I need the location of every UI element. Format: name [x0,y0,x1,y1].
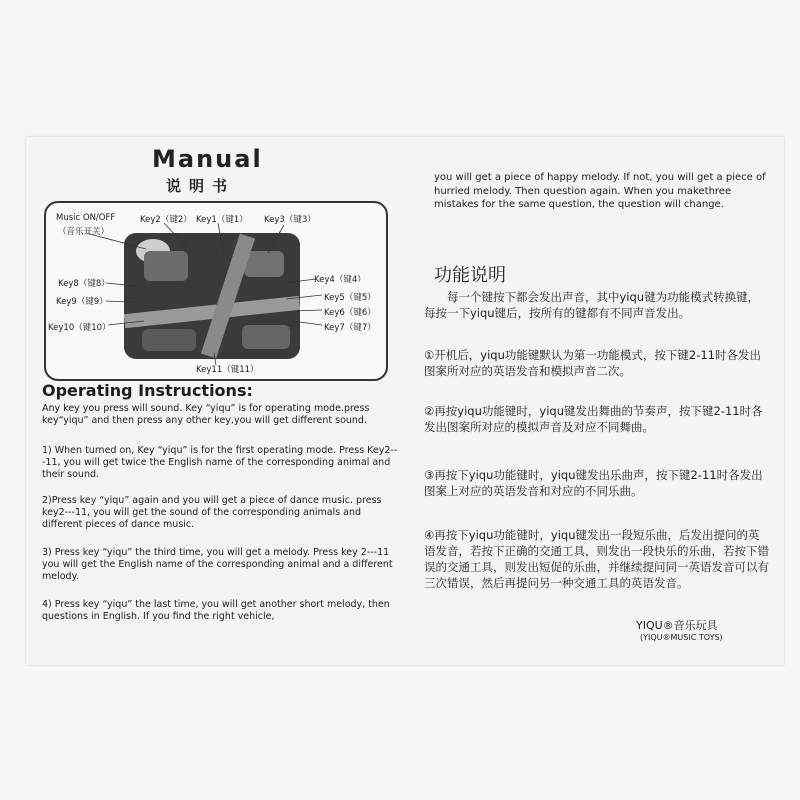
operating-heading: Operating Instructions: [42,381,253,400]
chinese-heading: 功能说明 [434,265,506,286]
label-key5: Key5（键5） [324,293,376,303]
operating-intro: Any key you press will sound. Key “yiqu” is for operating mode.press key“yiqu” and then press any other key,you will get different sound. [42,403,370,426]
label-key8: Key8（键8） [58,279,110,289]
chinese-item-4: ④再按下yiqu功能键时，yiqu键发出一段短乐曲，后发出提问的英语发音，若按下正确的交通工具，则发出一段快乐的乐曲，若按下错误的交通工具，则发出短促的乐曲，并继续提问同一英语发音可以有三次错误，然后再提问另一种交通工具的英语发音。 [424,528,769,590]
chinese-intro: 每一个键按下都会发出声音，其中yiqu键为功能模式转换键，每按一下yiqu键后，按所有的键都有不同声音发出。 [424,290,760,320]
operating-item-3: 3) Press key “yiqu” the third time, you will get a melody. Press key 2---11 you will get the English name of the corresponding animal and a different melody. [42,547,393,582]
manual-subtitle: 说明书 [166,177,236,195]
manual-title: Manual [152,145,263,173]
operating-item-4: 4) Press key “yiqu” the last time, you will get another short melody, then questions in English. If you find the right vehicle, [42,599,390,622]
label-key4: Key4（键4） [314,275,366,285]
label-key11: Key11（键11） [196,365,259,375]
chinese-item-2: ②再按yiqu功能键时，yiqu键发出舞曲的节奏声，按下键2-11时各发出图案所对应的模拟声音及对应不同舞曲。 [424,404,763,434]
key-diagram [44,201,388,381]
brand-name: YIQU®音乐玩具 [636,619,718,632]
operating-continued: you will get a piece of happy melody. If not, you will get a piece of hurried melody. Then question again. When you makethree mistakes for the same question, the question will change. [434,172,766,210]
label-key1: Key1（键1） [196,215,248,225]
label-music: Music ON/OFF [56,213,116,223]
operating-item-1: 1) When turned on, Key “yiqu” is for the first operating mode. Press Key2---11, you will get twice the English name of the corresponding animal and their sound. [42,445,398,480]
label-music-cn: （音乐开关） [58,227,110,237]
manual-sheet [26,137,784,665]
chinese-item-1: ①开机后，yiqu功能键默认为第一功能模式，按下键2-11时各发出图案所对应的英语发音和模拟声音二次。 [424,348,761,378]
operating-item-2: 2)Press key “yiqu” again and you will get a piece of dance music. press key2---11, you will get the sound of the corresponding animals and different pieces of dance music. [42,495,382,530]
label-key6: Key6（键6） [324,308,376,318]
label-key9: Key9（键9） [56,297,108,307]
chinese-item-3: ③再按下yiqu功能键时，yiqu键发出乐曲声，按下键2-11时各发出图案上对应的英语发音和对应的不同乐曲。 [424,468,763,498]
label-key10: Key10（键10） [48,323,111,333]
label-key3: Key3（键3） [264,215,316,225]
label-key2: Key2（键2） [140,215,192,225]
label-key7: Key7（键7） [324,323,376,333]
brand-subtitle: (YIQU®MUSIC TOYS) [640,633,723,642]
